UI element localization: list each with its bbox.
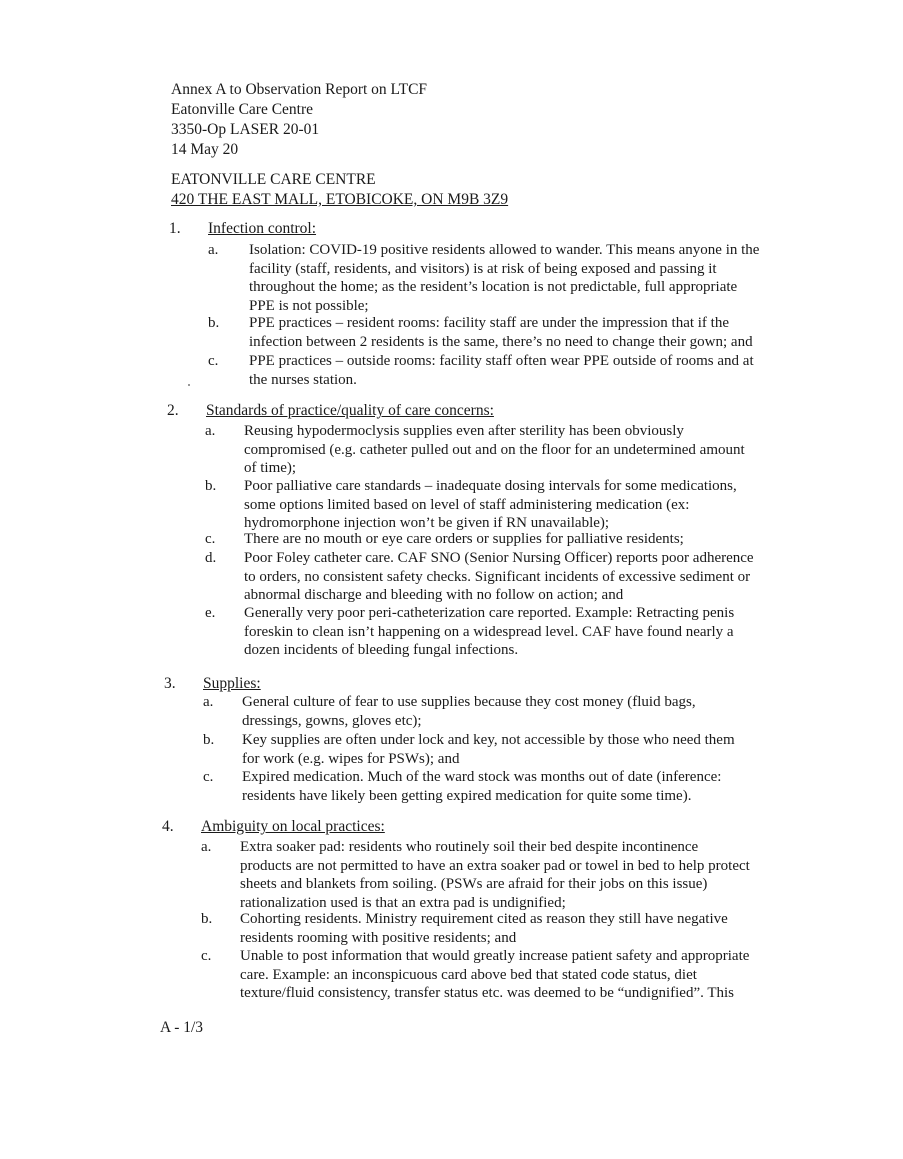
page-number: A - 1/3 [160, 1019, 204, 1036]
item-letter: b. [208, 315, 220, 331]
section-number: 1. [169, 220, 181, 237]
item-line: facility (staff, residents, and visitors) is at risk of being exposed and passing it [249, 260, 717, 277]
item-line: General culture of fear to use supplies because they cost money (fluid bags, [242, 694, 696, 710]
item-letter: a. [205, 423, 216, 439]
item-letter: a. [203, 694, 214, 710]
item-line: rationalization used is that an extra pad is undignified; [240, 894, 566, 911]
section-number: 2. [167, 402, 179, 419]
item-line: residents rooming with positive residents; and [240, 929, 517, 946]
item-letter: b. [203, 732, 215, 748]
facility-address: 420 THE EAST MALL, ETOBICOKE, ON M9B 3Z9 [171, 191, 509, 208]
section-number: 4. [162, 818, 174, 835]
section-title: Infection control: [208, 220, 317, 237]
item-line: compromised (e.g. catheter pulled out and on the floor for an undetermined amount [244, 441, 745, 458]
item-letter: d. [205, 550, 217, 566]
item-line: Generally very poor peri-catheterization care reported. Example: Retracting penis [244, 605, 735, 621]
item-line: PPE practices – resident rooms: facility staff are under the impression that if the [249, 315, 730, 331]
header-date: 14 May 20 [171, 141, 239, 158]
item-line: Poor palliative care standards – inadequate dosing intervals for some medications, [244, 478, 737, 494]
item-line: the nurses station. [249, 371, 357, 388]
section-number: 3. [164, 675, 176, 692]
item-line: sheets and blankets from soiling. (PSWs are afraid for their jobs on this issue) [240, 876, 708, 892]
item-line: dressings, gowns, gloves etc); [242, 712, 422, 729]
item-letter: c. [208, 353, 219, 369]
item-line: PPE practices – outside rooms: facility staff often wear PPE outside of rooms and at [249, 353, 754, 369]
item-line: products are not permitted to have an extra soaker pad or towel in bed to help protect [240, 857, 750, 874]
item-line: Reusing hypodermoclysis supplies even after sterility has been obviously [244, 423, 684, 439]
item-line: Expired medication. Much of the ward stock was months out of date (inference: [242, 769, 722, 785]
item-letter: c. [203, 769, 214, 785]
item-letter: c. [205, 531, 216, 547]
item-line: There are no mouth or eye care orders or supplies for palliative residents; [244, 531, 684, 547]
item-line: throughout the home; as the resident’s location is not predictable, full appropriate [249, 279, 738, 295]
item-line: Key supplies are often under lock and key, not accessible by those who need them [242, 732, 735, 748]
item-line: PPE is not possible; [249, 297, 369, 314]
document-header [171, 80, 427, 160]
facility-name: EATONVILLE CARE CENTRE [171, 171, 376, 188]
item-line: infection between 2 residents is the same, there’s no need to change their gown; and [249, 333, 753, 350]
item-line: some options limited based on level of staff administering medication (ex: [244, 496, 690, 513]
header-line: Annex A to Observation Report on LTCF [171, 81, 428, 98]
item-line: dozen incidents of bleeding fungal infections. [244, 642, 519, 658]
item-letter: e. [205, 605, 216, 621]
item-line: residents have likely been getting expired medication for quite some time). [242, 787, 692, 804]
item-line: of time); [244, 460, 297, 476]
item-line: Poor Foley catheter care. CAF SNO (Senior Nursing Officer) reports poor adherence [244, 550, 754, 566]
item-line: texture/fluid consistency, transfer status etc. was deemed to be “undignified”. This [240, 985, 735, 1001]
header-line: 3350-Op LASER 20-01 [171, 121, 320, 138]
header-line: Eatonville Care Centre [171, 101, 314, 118]
item-line: to orders, no consistent safety checks. Significant incidents of excessive sediment or [244, 568, 751, 585]
item-letter: b. [201, 911, 213, 927]
item-line: for work (e.g. wipes for PSWs); and [242, 750, 460, 767]
item-line: hydromorphone injection won’t be given if RN unavailable); [244, 515, 610, 531]
item-line: Isolation: COVID-19 positive residents allowed to wander. This means anyone in the [249, 242, 760, 258]
section-title: Standards of practice/quality of care concerns: [206, 402, 494, 419]
item-letter: a. [208, 242, 219, 258]
item-letter: b. [205, 478, 217, 494]
item-letter: c. [201, 948, 212, 964]
item-line: Extra soaker pad: residents who routinely soil their bed despite incontinence [240, 839, 699, 855]
item-line: care. Example: an inconspicuous card above bed that stated code status, diet [240, 966, 697, 983]
item-line: foreskin to clean isn’t happening on a widespread level. CAF have found nearly a [244, 623, 734, 640]
item-letter: a. [201, 839, 212, 855]
section-title: Supplies: [203, 675, 261, 692]
item-line: abnormal discharge and bleeding with no follow on action; and [244, 587, 624, 603]
facility-block [171, 170, 508, 210]
scan-speck [188, 384, 190, 386]
section-title: Ambiguity on local practices: [201, 818, 385, 835]
item-line: Cohorting residents. Ministry requirement cited as reason they still have negative [240, 911, 728, 927]
item-line: Unable to post information that would greatly increase patient safety and appropriate [240, 948, 750, 964]
